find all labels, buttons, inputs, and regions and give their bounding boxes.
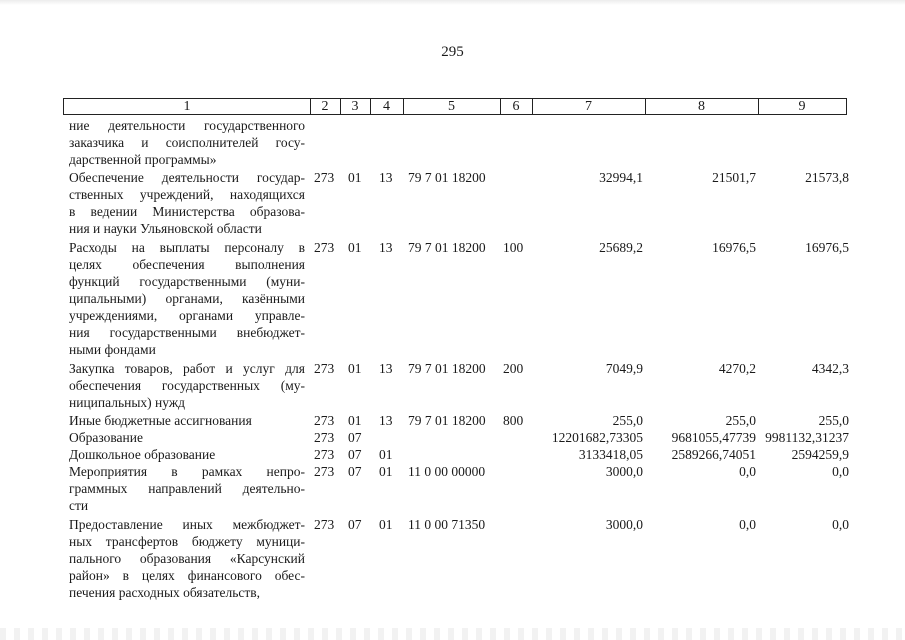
row-text-line: Мероприятия в рамках непро- bbox=[69, 464, 305, 479]
cell-subsection: 01 bbox=[379, 447, 393, 462]
header-col-2: 2 bbox=[321, 99, 329, 114]
cell-target-article: 11 0 00 00000 bbox=[408, 464, 486, 479]
row-text-line: ными фондами bbox=[69, 342, 156, 357]
cell-section: 01 bbox=[348, 240, 362, 255]
row-text-line: ниципальных) нужд bbox=[69, 395, 186, 410]
cell-target-article: 79 7 01 18200 bbox=[408, 361, 486, 376]
cell-section: 01 bbox=[348, 170, 362, 185]
cell-section: 07 bbox=[348, 464, 362, 479]
cell-amount-col7: 255,0 bbox=[612, 413, 643, 428]
cell-admin-code: 273 bbox=[314, 464, 335, 479]
cell-target-article: 11 0 00 71350 bbox=[408, 517, 486, 532]
row-text-line: Образование bbox=[69, 430, 143, 445]
cell-subsection: 01 bbox=[379, 517, 393, 532]
cell-amount-col7: 7049,9 bbox=[605, 361, 643, 376]
row-text-line: учреждениями, органами управле- bbox=[69, 308, 305, 323]
row-text-line: Предоставление иных межбюджет- bbox=[69, 517, 306, 532]
header-col-3: 3 bbox=[351, 99, 359, 114]
cell-amount-col9: 0,0 bbox=[832, 517, 849, 532]
cell-subsection: 13 bbox=[379, 361, 393, 376]
cell-target-article: 79 7 01 18200 bbox=[408, 240, 486, 255]
cell-admin-code: 273 bbox=[314, 517, 335, 532]
cell-amount-col8: 0,0 bbox=[739, 517, 756, 532]
cell-subsection: 13 bbox=[379, 170, 393, 185]
cell-section: 07 bbox=[348, 517, 362, 532]
cell-amount-col9: 9981132,31237 bbox=[765, 430, 849, 445]
header-col-5: 5 bbox=[448, 99, 455, 114]
row-text-line: Расходы на выплаты персоналу в bbox=[69, 240, 306, 255]
scan-edge-top bbox=[0, 0, 905, 5]
row-text-line: ния и науки Ульяновской области bbox=[69, 221, 262, 236]
cell-target-article: 79 7 01 18200 bbox=[408, 413, 486, 428]
cell-amount-col8: 0,0 bbox=[739, 464, 756, 479]
row-text-line: целях обеспечения выполнения bbox=[69, 257, 305, 272]
scan-edge-bottom bbox=[0, 628, 905, 640]
cell-amount-col8: 21501,7 bbox=[712, 170, 756, 185]
cell-amount-col7: 3000,0 bbox=[605, 464, 643, 479]
row-text-line: пального образования «Карсунский bbox=[69, 551, 305, 566]
header-col-4: 4 bbox=[383, 99, 390, 114]
row-text-line: функций государственными (муни- bbox=[69, 274, 305, 289]
cell-subsection: 01 bbox=[379, 464, 393, 479]
cell-admin-code: 273 bbox=[314, 361, 335, 376]
row-text-line: дарственной программы» bbox=[69, 152, 217, 167]
cell-amount-col9: 2594259,9 bbox=[791, 447, 849, 462]
cell-section: 07 bbox=[348, 447, 362, 462]
cell-expense-type: 800 bbox=[503, 413, 524, 428]
header-col-6: 6 bbox=[512, 99, 520, 114]
cell-amount-col8: 2589266,74051 bbox=[671, 447, 756, 462]
cell-amount-col7: 12201682,73305 bbox=[551, 430, 643, 445]
cell-target-article: 79 7 01 18200 bbox=[408, 170, 486, 185]
cell-admin-code: 273 bbox=[314, 430, 335, 445]
cell-amount-col7: 3000,0 bbox=[605, 517, 643, 532]
cell-admin-code: 273 bbox=[314, 240, 335, 255]
cell-amount-col7: 25689,2 bbox=[599, 240, 643, 255]
cell-expense-type: 100 bbox=[503, 240, 524, 255]
row-text-line: в ведении Министерства образова- bbox=[69, 204, 305, 219]
cell-admin-code: 273 bbox=[314, 170, 335, 185]
cell-admin-code: 273 bbox=[314, 447, 335, 462]
cell-expense-type: 200 bbox=[503, 361, 524, 376]
row-text-line: Закупка товаров, работ и услуг для bbox=[69, 361, 305, 376]
cell-amount-col8: 16976,5 bbox=[712, 240, 756, 255]
row-text-line: ние деятельности государственного bbox=[69, 118, 305, 133]
header-col-7: 7 bbox=[585, 99, 592, 114]
row-text-line: заказчика и соисполнителей госу- bbox=[69, 135, 306, 150]
row-text-line: Иные бюджетные ассигнования bbox=[69, 413, 252, 428]
cell-section: 07 bbox=[348, 430, 362, 445]
cell-amount-col8: 9681055,47739 bbox=[671, 430, 756, 445]
cell-amount-col7: 3133418,05 bbox=[578, 447, 643, 462]
header-col-9: 9 bbox=[798, 99, 806, 114]
row-text-line: район» в целях финансового обес- bbox=[69, 568, 305, 583]
row-text-line: печения расходных обязательств, bbox=[69, 585, 261, 600]
cell-subsection: 13 bbox=[379, 240, 393, 255]
table-header bbox=[63, 98, 847, 115]
cell-amount-col9: 16976,5 bbox=[805, 240, 849, 255]
cell-amount-col7: 32994,1 bbox=[599, 170, 643, 185]
row-text-line: сти bbox=[69, 498, 89, 513]
cell-admin-code: 273 bbox=[314, 413, 335, 428]
cell-amount-col9: 0,0 bbox=[832, 464, 849, 479]
cell-amount-col9: 21573,8 bbox=[805, 170, 849, 185]
cell-amount-col9: 255,0 bbox=[818, 413, 849, 428]
header-col-1: 1 bbox=[183, 99, 191, 114]
row-text-line: ных трансфертов бюджету муници- bbox=[69, 534, 306, 549]
cell-section: 01 bbox=[348, 413, 362, 428]
cell-amount-col8: 4270,2 bbox=[718, 361, 756, 376]
cell-amount-col8: 255,0 bbox=[725, 413, 756, 428]
cell-subsection: 13 bbox=[379, 413, 393, 428]
row-text-line: Обеспечение деятельности государ- bbox=[69, 170, 305, 185]
row-text-line: Дошкольное образование bbox=[69, 447, 216, 462]
row-text-line: ния государственными внебюджет- bbox=[69, 325, 305, 340]
row-text-line: ственных учреждений, находящихся bbox=[69, 187, 305, 202]
row-text-line: обеспечения государственных (му- bbox=[69, 378, 305, 393]
cell-amount-col9: 4342,3 bbox=[811, 361, 849, 376]
header-col-8: 8 bbox=[698, 99, 705, 114]
row-text-line: граммных направлений деятельно- bbox=[69, 481, 305, 496]
page-number: 295 bbox=[441, 44, 464, 60]
row-text-line: ципальными) органами, казёнными bbox=[69, 291, 305, 306]
cell-section: 01 bbox=[348, 361, 362, 376]
